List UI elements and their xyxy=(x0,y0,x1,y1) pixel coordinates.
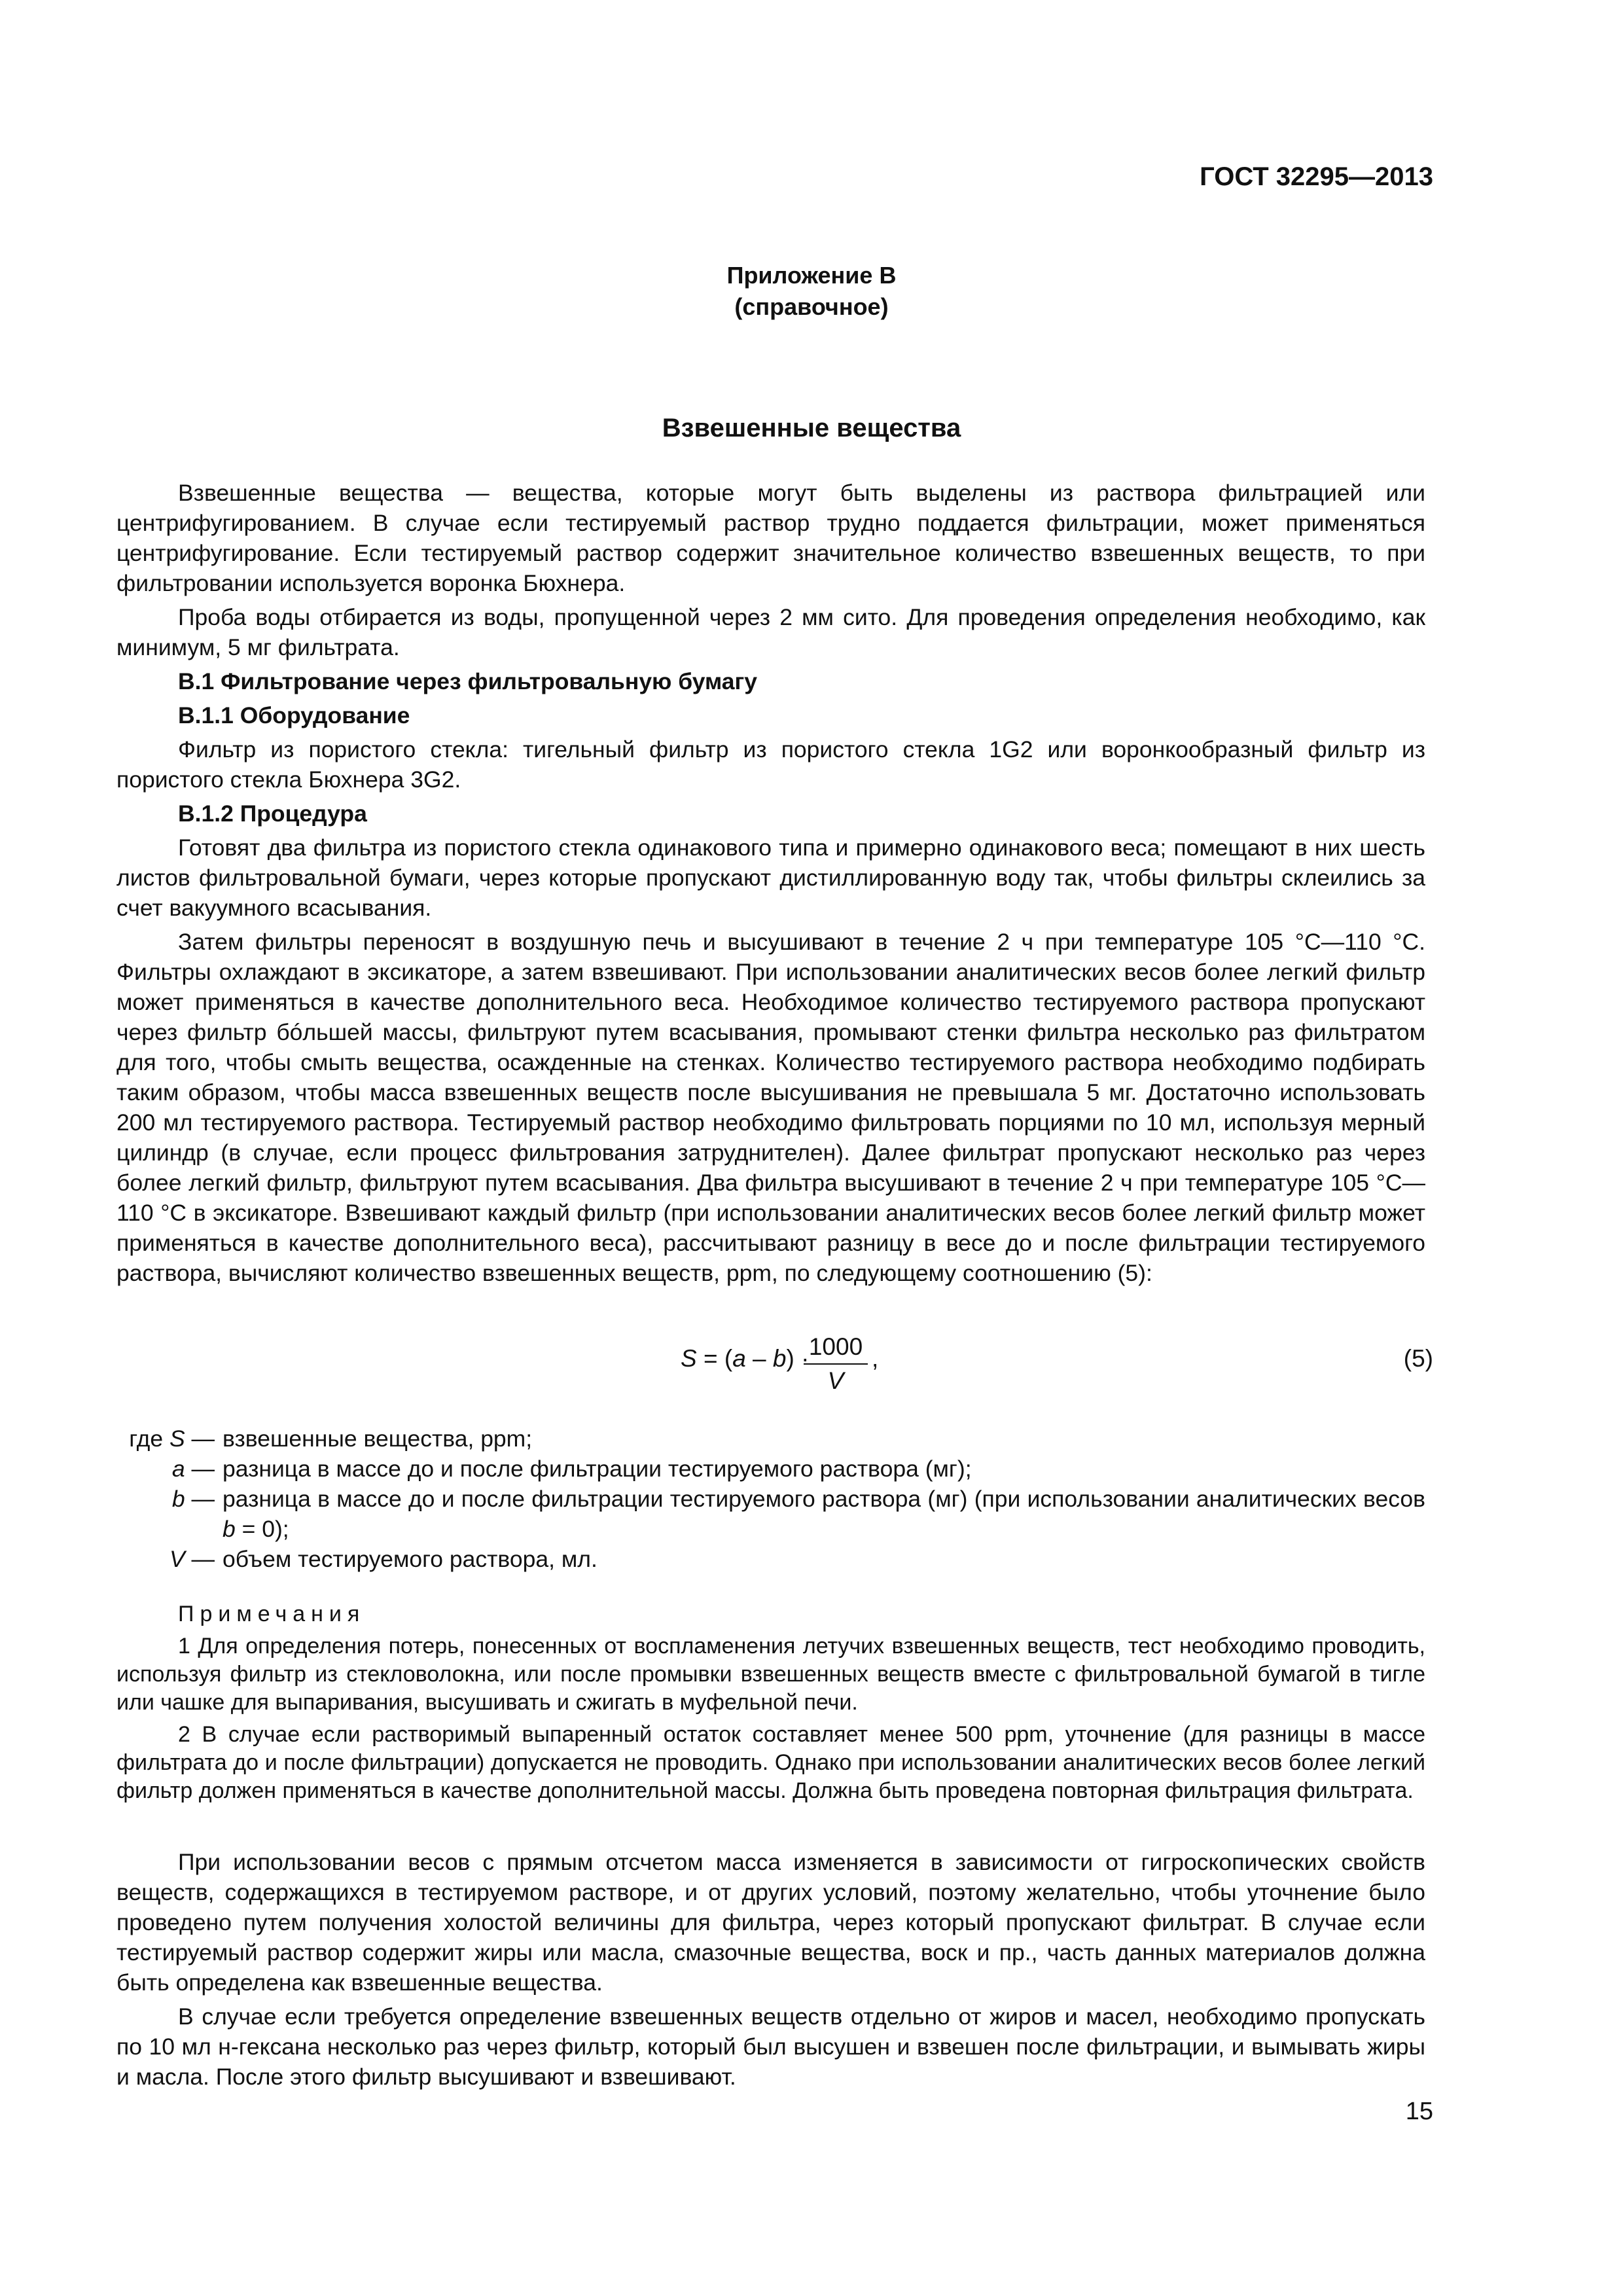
body-text-bottom xyxy=(116,1847,1425,2096)
closing-paragraph: В случае если требуется определение взвешенных веществ отдельно от жиров и масел, необходимо пропускать по 10 мл н-гексана несколько раз через фильтр, который был высушен и взвешен после фильтрации, и вымывать жиры и масла. После этого фильтр высушивают и взвешивают. xyxy=(116,2003,1425,2090)
notes-block xyxy=(116,1600,1425,1809)
formula-fraction xyxy=(800,1332,872,1396)
body-text-top xyxy=(116,478,1425,1292)
legend-symbol: a — xyxy=(171,1456,215,1482)
equipment-paragraph: Фильтр из пористого стекла: тигельный фильтр из пористого стекла 1G2 или воронкообразный фильтр из пористого стекла Бюхнера 3G2. xyxy=(116,736,1425,793)
intro-paragraph: Проба воды отбирается из воды, пропущенной через 2 мм сито. Для проведения определения необходимо, как минимум, 5 мг фильтрата. xyxy=(116,604,1425,660)
formula-5 xyxy=(0,1332,1623,1410)
legend-text: объем тестируемого раствора, мл. xyxy=(223,1546,597,1572)
legend-symbol: b — xyxy=(171,1486,215,1512)
notes-title: Примечания xyxy=(178,1602,366,1626)
standard-number: ГОСТ 32295—2013 xyxy=(1200,162,1433,191)
intro-paragraph: Взвешенные вещества — вещества, которые могут быть выделены из раствора фильтрацией или центрифугированием. В случае если тестируемый раствор трудно поддается фильтрации, может применяться центрифугирование. Если тестируемый раствор содержит значительное количество взвешенных веществ, то при фильтровании используется воронка Бюхнера. xyxy=(116,480,1425,596)
annex-heading xyxy=(0,260,1623,323)
legend-text: разница в массе до и после фильтрации тестируемого раствора (мг); xyxy=(223,1456,972,1482)
subsection-heading-b11: В.1.1 Оборудование xyxy=(178,702,410,728)
formula-numerator: 1000 xyxy=(808,1333,863,1360)
procedure-paragraph: Готовят два фильтра из пористого стекла одинакового типа и примерно одинакового веса; помещают в них шесть листов фильтровальной бумаги, через которые пропускают дистиллированную воду так, чтобы фильтры склеились за счет вакуумного всасывания. xyxy=(116,834,1425,921)
legend-text: взвешенные вещества, ppm; xyxy=(223,1426,533,1452)
subsection-heading-b1: В.1 Фильтрование через фильтровальную бумагу xyxy=(178,668,758,694)
procedure-paragraph: Затем фильтры переносят в воздушную печь и высушивают в течение 2 ч при температуре 105 °С—110 °С. Фильтры охлаждают в эксикаторе, а затем взвешивают. При использовании аналитических весов более легкий фильтр может применяться в качестве дополнительного веса. Необходимое количество тестируемого раствора пропускают через фильтр бóльшей массы, фильтруют путем всасывания, промывают стенки фильтра несколько раз фильтратом для того, чтобы смыть вещества, осажденные на стенках. Количество тестируемого раствора необходимо подбирать таким образом, чтобы масса взвешенных веществ после высушивания не превышала 5 мг. Достаточно использовать 200 мл тестируемого раствора. Тестируемый раствор необходимо фильтровать порциями по 10 мл, используя мерный цилиндр (в случае, если процесс фильтрования затруднителен). Далее фильтрат пропускают несколько раз через более легкий фильтр, фильтруют путем всасывания. Два фильтра высушивают в течение 2 ч при температуре 105 °С—110 °С в эксикаторе. Взвешивают каждый фильтр (при использовании аналитических весов более легкий фильтр может применяться в качестве дополнительного веса), рассчитывают разницу в весе до и после фильтрации тестируемого раствора, вычисляют количество взвешенных веществ, ppm, по следующему соотношению (5): xyxy=(116,929,1425,1286)
section-title: Взвешенные вещества xyxy=(662,414,961,442)
legend-symbol: где S — xyxy=(129,1426,215,1452)
fraction-bar xyxy=(804,1363,868,1365)
legend-symbol: V — xyxy=(169,1546,215,1572)
legend-row xyxy=(116,1484,1425,1544)
legend-row xyxy=(116,1424,1425,1454)
annex-title: Приложение В xyxy=(726,262,897,289)
subsection-heading-b12: В.1.2 Процедура xyxy=(178,800,367,827)
formula-number: (5) xyxy=(1403,1345,1433,1372)
legend-row xyxy=(116,1544,1425,1574)
formula-lhs: S = (a – b) · xyxy=(681,1345,810,1372)
note-1: 1 Для определения потерь, понесенных от воспламенения летучих взвешенных веществ, тест необходимо проводить, используя фильтр из стекловолокна, или после промывки взвешенных веществ вместе с фильтровальной бумагой в тигле или чашке для выпаривания, высушивать и сжигать в муфельной печи. xyxy=(116,1634,1425,1715)
legend-text: разница в массе до и после фильтрации тестируемого раствора (мг) (при использовании аналитических весов b = 0); xyxy=(223,1486,1425,1542)
formula-legend xyxy=(116,1424,1425,1574)
page-number: 15 xyxy=(1405,2098,1433,2125)
formula-denominator: V xyxy=(827,1367,844,1394)
formula-comma: , xyxy=(872,1345,879,1372)
annex-status: (справочное) xyxy=(734,293,889,320)
closing-paragraph: При использовании весов с прямым отсчетом масса изменяется в зависимости от гигроскопических свойств веществ, содержащихся в тестируемом растворе, и от других условий, поэтому желательно, чтобы уточнение было проведено путем получения холостой величины для фильтра, через который пропускают фильтрат. В случае если тестируемый раствор содержит жиры или масла, смазочные вещества, воск и пр., часть данных материалов должна быть определена как взвешенные вещества. xyxy=(116,1849,1425,1996)
note-2: 2 В случае если растворимый выпаренный остаток составляет менее 500 ppm, уточнение (для разницы в массе фильтрата до и после фильтрации) допускается не проводить. Однако при использовании аналитических весов более легкий фильтр должен применяться в качестве дополнительной массы. Должна быть проведена повторная фильтрация фильтрата. xyxy=(116,1722,1425,1803)
legend-row xyxy=(116,1454,1425,1484)
